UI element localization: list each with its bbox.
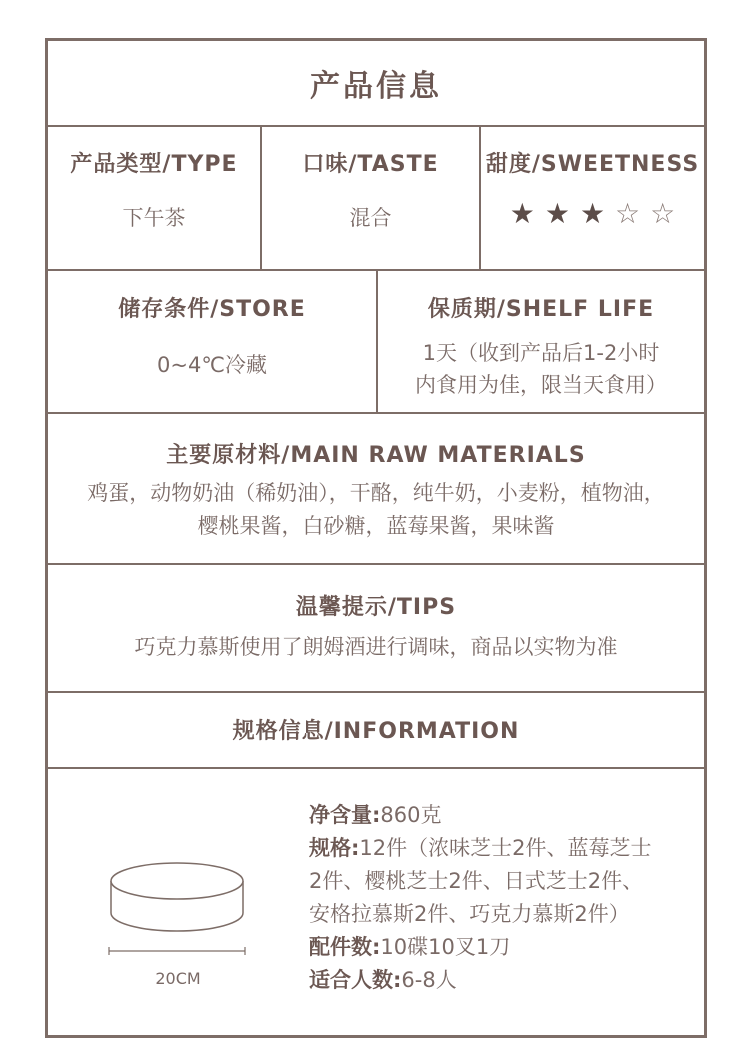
taste-label: 口味/TASTE: [302, 152, 439, 177]
star-empty-icon: ☆: [615, 197, 641, 230]
tips-row: [48, 565, 704, 693]
sweetness-rating: [481, 197, 704, 230]
shelf-life-label: 保质期/SHELF LIFE: [427, 297, 655, 322]
sweetness-label: 甜度/SWEETNESS: [485, 152, 700, 177]
materials-label: 主要原材料/MAIN RAW MATERIALS: [166, 443, 586, 468]
materials-row: [48, 414, 704, 565]
cake-size-diagram: [103, 851, 253, 971]
type-taste-sweetness-row: [48, 127, 704, 271]
size-label: 20CM: [155, 969, 201, 988]
taste-value: 混合: [349, 206, 392, 230]
materials-line: 樱桃果酱，白砂糖，蓝莓果酱，果味酱: [197, 514, 555, 538]
star-empty-icon: ☆: [650, 197, 676, 230]
information-heading-row: [48, 693, 704, 769]
net-weight: 净含量:860克: [309, 803, 442, 827]
title-row: [48, 41, 704, 127]
accessories: 配件数:10碟10叉1刀: [309, 935, 511, 959]
information-label: 规格信息/INFORMATION: [232, 719, 520, 744]
materials-cell: [48, 414, 704, 563]
star-filled-icon: ★: [544, 197, 570, 230]
serving-size: 适合人数:6-8人: [309, 968, 457, 992]
page-title: 产品信息: [310, 69, 442, 104]
spec-continued: 2件、樱桃芝士2件、日式芝士2件、: [309, 869, 644, 893]
spec-list: [309, 799, 704, 997]
materials-line: 鸡蛋，动物奶油（稀奶油），干酪，纯牛奶，小麦粉，植物油，: [87, 481, 665, 505]
information-detail: [48, 769, 704, 1035]
shelf-life-line: 1天（收到产品后1-2小时: [422, 341, 660, 365]
store-label: 储存条件/STORE: [118, 297, 306, 322]
store-cell: [48, 271, 376, 412]
tips-label: 温馨提示/TIPS: [295, 595, 457, 620]
store-value: 0~4℃冷藏: [157, 353, 267, 377]
product-info-table: [45, 38, 707, 1038]
type-label: 产品类型/TYPE: [70, 152, 238, 177]
store-shelf-row: [48, 271, 704, 414]
shelf-life-line: 内食用为佳，限当天食用）: [415, 373, 667, 397]
shelf-life-cell: [378, 271, 704, 412]
spec-continued: 安格拉慕斯2件、巧克力慕斯2件）: [309, 902, 630, 926]
sweetness-cell: [481, 127, 704, 269]
star-filled-icon: ★: [579, 197, 606, 230]
tips-cell: [48, 565, 704, 691]
taste-cell: [262, 127, 479, 269]
type-value: 下午茶: [122, 206, 186, 230]
type-cell: [48, 127, 260, 269]
star-filled-icon: ★: [509, 197, 535, 230]
spec: 规格:12件（浓味芝士2件、蓝莓芝士: [309, 836, 652, 860]
tips-value: 巧克力慕斯使用了朗姆酒进行调味，商品以实物为准: [134, 635, 618, 659]
